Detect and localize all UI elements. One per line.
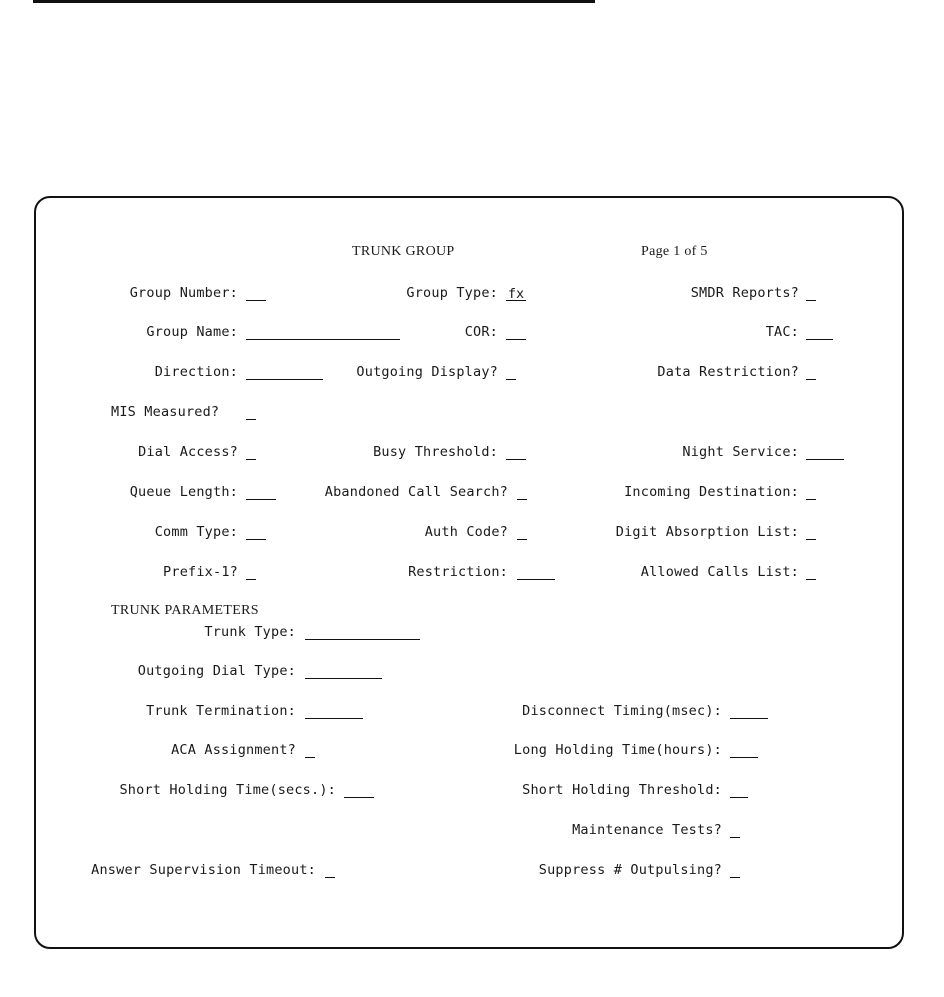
digit-absorption-list-label: Digit Absorption List: (615, 524, 799, 540)
abandoned-call-search-label: Abandoned Call Search? (324, 484, 508, 500)
disconnect-timing-label: Disconnect Timing(msec): (522, 703, 722, 719)
group-number-field[interactable] (246, 287, 266, 301)
group-name-field[interactable] (246, 326, 400, 340)
tac-field[interactable] (806, 326, 833, 340)
abandoned-call-search-field[interactable] (517, 486, 527, 500)
direction-label: Direction: (154, 364, 238, 380)
dial-access-field[interactable] (246, 446, 256, 460)
short-holding-threshold-field[interactable] (730, 784, 748, 798)
restriction-label: Restriction: (408, 564, 508, 580)
aca-assignment-label: ACA Assignment? (171, 742, 296, 758)
disconnect-timing-field[interactable] (730, 705, 768, 719)
trunk-termination-label: Trunk Termination: (146, 703, 296, 719)
suppress-outpulsing-label: Suppress # Outpulsing? (538, 862, 722, 878)
trunk-termination-field[interactable] (305, 705, 363, 719)
auth-code-label: Auth Code? (424, 524, 508, 540)
queue-length-label: Queue Length: (129, 484, 238, 500)
queue-length-field[interactable] (246, 486, 276, 500)
comm-type-field[interactable] (246, 526, 266, 540)
long-holding-time-field[interactable] (730, 744, 758, 758)
busy-threshold-label: Busy Threshold: (373, 444, 498, 460)
group-type-field[interactable]: fx (507, 286, 525, 302)
data-restriction-field[interactable] (806, 366, 816, 380)
direction-field[interactable] (246, 366, 323, 380)
top-rule (33, 0, 595, 3)
group-number-label: Group Number: (129, 285, 238, 301)
digit-absorption-list-field[interactable] (806, 526, 816, 540)
trunk-type-field[interactable] (305, 626, 420, 640)
outgoing-dial-type-field[interactable] (305, 665, 382, 679)
cor-label: COR: (464, 324, 498, 340)
allowed-calls-list-label: Allowed Calls List: (640, 564, 799, 580)
night-service-label: Night Service: (682, 444, 799, 460)
prefix-1-field[interactable] (246, 566, 256, 580)
dial-access-label: Dial Access? (138, 444, 238, 460)
restriction-field[interactable] (517, 566, 555, 580)
aca-assignment-field[interactable] (305, 744, 315, 758)
incoming-destination-field[interactable] (806, 486, 816, 500)
auth-code-field[interactable] (517, 526, 527, 540)
comm-type-label: Comm Type: (154, 524, 238, 540)
cor-field[interactable] (506, 326, 526, 340)
answer-supervision-timeout-field[interactable] (325, 864, 335, 878)
mis-measured-field[interactable] (246, 406, 256, 420)
answer-supervision-timeout-label: Answer Supervision Timeout: (91, 862, 316, 878)
smdr-reports-field[interactable] (806, 287, 816, 301)
busy-threshold-field[interactable] (506, 446, 526, 460)
trunk-type-label: Trunk Type: (204, 624, 296, 640)
group-name-label: Group Name: (146, 324, 238, 340)
form-title: TRUNK GROUP (352, 244, 455, 259)
page-indicator: Page 1 of 5 (641, 244, 708, 259)
tac-label: TAC: (765, 324, 799, 340)
maintenance-tests-label: Maintenance Tests? (572, 822, 722, 838)
outgoing-dial-type-label: Outgoing Dial Type: (137, 663, 296, 679)
smdr-reports-label: SMDR Reports? (690, 285, 799, 301)
long-holding-time-label: Long Holding Time(hours): (513, 742, 722, 758)
allowed-calls-list-field[interactable] (806, 566, 816, 580)
maintenance-tests-field[interactable] (730, 824, 740, 838)
mis-measured-label: MIS Measured? (111, 404, 220, 420)
short-holding-time-label: Short Holding Time(secs.): (119, 782, 336, 798)
short-holding-threshold-label: Short Holding Threshold: (522, 782, 722, 798)
outgoing-display-label: Outgoing Display? (356, 364, 498, 380)
short-holding-time-field[interactable] (344, 784, 374, 798)
data-restriction-label: Data Restriction? (657, 364, 799, 380)
incoming-destination-label: Incoming Destination: (624, 484, 799, 500)
group-type-label: Group Type: (406, 285, 498, 301)
outgoing-display-field[interactable] (506, 366, 516, 380)
suppress-outpulsing-field[interactable] (730, 864, 740, 878)
trunk-parameters-heading: TRUNK PARAMETERS (111, 603, 259, 618)
prefix-1-label: Prefix-1? (163, 564, 238, 580)
night-service-field[interactable] (806, 446, 844, 460)
